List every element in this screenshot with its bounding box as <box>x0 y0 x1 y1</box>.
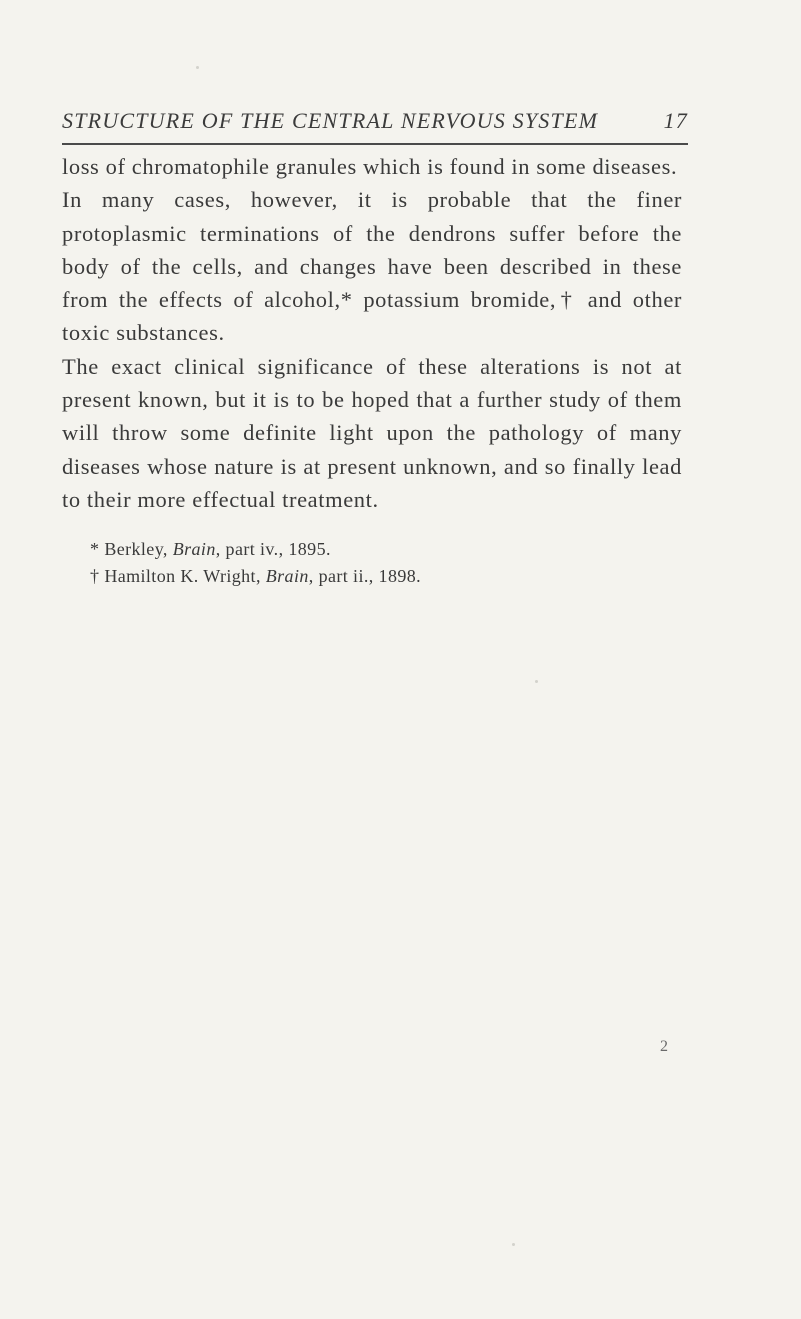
footnote-citation: , part ii., 1898. <box>308 566 422 586</box>
header-rule <box>62 143 688 145</box>
footnote-mark: * <box>90 539 100 559</box>
paragraph: loss of chromatophile granules which is found in some diseases. <box>62 154 678 179</box>
running-head-title: STRUCTURE OF THE CENTRAL NERVOUS SYSTEM <box>62 108 599 133</box>
footnote-author: Hamilton K. Wright, <box>104 566 266 586</box>
footnotes <box>90 536 690 590</box>
running-head <box>62 104 688 140</box>
footnote <box>90 536 690 563</box>
footnote-journal: Brain <box>172 539 216 559</box>
paper-speck <box>535 680 538 683</box>
footnote-citation: , part iv., 1895. <box>215 539 331 559</box>
body-text <box>62 150 682 516</box>
paper-speck <box>196 66 199 69</box>
paragraph: In many cases, however, it is probable that the finer protoplasmic terminations of the dendrons suffer before the body of the cells, and changes have been described in these from the effects of alcohol,* potassium bromide,† and other toxic substances. <box>62 187 682 346</box>
paragraph: The exact clinical significance of these alterations is not at present known, but it is to be hoped that a further study of them will throw some definite light upon the pathology of many diseases whose nature is at present unknown, and so finally lead to their more effectual treatment. <box>62 353 682 512</box>
footnote-mark: † <box>90 566 100 586</box>
footnote-journal: Brain <box>265 566 309 586</box>
paper-speck <box>512 1243 515 1246</box>
page-number: 17 <box>663 108 688 133</box>
footnote-author: Berkley, <box>104 539 173 559</box>
footnote <box>90 563 690 590</box>
signature-mark: 2 <box>660 1038 668 1055</box>
